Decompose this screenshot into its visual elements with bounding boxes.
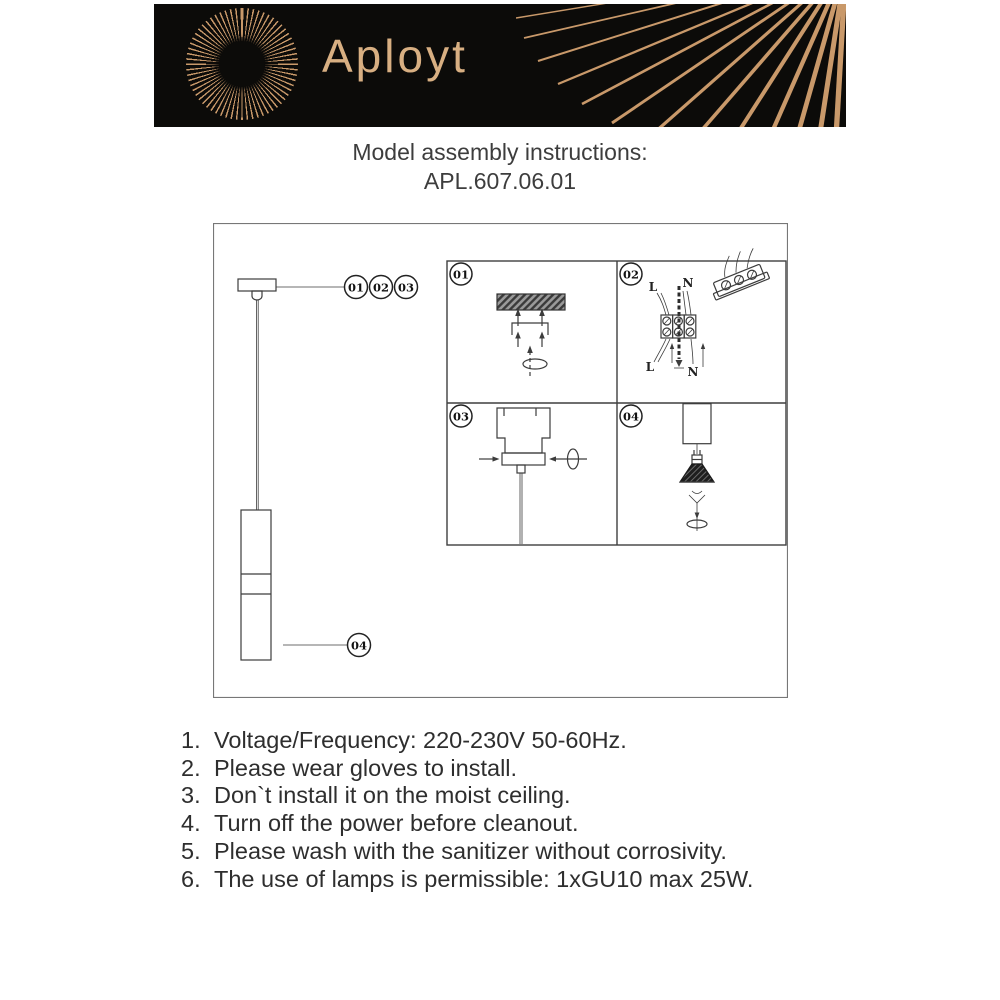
instruction-text: Please wash with the sanitizer without corrosivity.: [214, 837, 727, 864]
instruction-number: 2.: [181, 754, 201, 781]
lamp-canopy: [238, 279, 276, 291]
page-title: Model assembly instructions:: [352, 139, 648, 165]
instruction-number: 5.: [181, 837, 201, 864]
wire-label-l-bottom: L: [645, 360, 655, 374]
wire-label-l-top: L: [648, 280, 658, 294]
callout-02-label: 02: [372, 280, 390, 295]
instruction-number: 4.: [181, 810, 201, 837]
panel-04-lamp-installation: [620, 404, 714, 531]
shade-tube: [683, 404, 711, 444]
instruction-text: Don`t install it on the moist ceiling.: [214, 782, 571, 809]
instruction-item: [181, 782, 753, 810]
instruction-list: [181, 727, 753, 893]
callout-04-label: 04: [350, 638, 368, 653]
panel-03-canopy-mounting: [450, 405, 587, 544]
ceiling-section: [497, 294, 565, 310]
instruction-number: 3.: [181, 782, 201, 809]
wire-n-out: [691, 339, 693, 364]
callout-03-label: 03: [397, 280, 415, 295]
canopy-neck: [517, 465, 525, 473]
instruction-number: 1.: [181, 727, 201, 753]
gu10-bulb: [680, 450, 714, 482]
sunburst-center: [219, 41, 265, 87]
lamp-shade-cylinder: [241, 510, 271, 660]
assembly-diagram: [213, 223, 788, 698]
brand-name: Aployt: [322, 30, 468, 82]
lamp-cord-grip: [252, 291, 262, 300]
panel-01-number: 01: [452, 267, 470, 282]
screw-rotation-ellipse: [523, 359, 547, 369]
instruction-text: Voltage/Frequency: 220-230V 50-60Hz.: [214, 727, 627, 753]
panel-02-wiring: [620, 245, 770, 379]
wire-label-n-top: N: [682, 276, 694, 290]
instruction-item: [181, 838, 753, 866]
wire-l-in: [657, 293, 666, 315]
wire-n-in: [687, 291, 691, 315]
instruction-item: [181, 755, 753, 783]
instruction-text: The use of lamps is permissible: 1xGU10 max 25W.: [214, 865, 754, 892]
instruction-text: Turn off the power before cleanout.: [214, 810, 579, 837]
model-number: APL.607.06.01: [423, 168, 577, 194]
pendant-lamp-drawing: [238, 276, 418, 661]
canopy-plate: [502, 453, 545, 465]
panel-01-ceiling-fixing: [450, 263, 565, 376]
canopy-body: [497, 408, 550, 453]
panel-04-number: 04: [622, 409, 640, 424]
instruction-text: Please wear gloves to install.: [214, 754, 518, 781]
instruction-item: [181, 866, 753, 894]
instruction-number: 6.: [181, 865, 201, 892]
panel-02-number: 02: [622, 267, 640, 282]
title-block: [0, 138, 1000, 196]
connector-block-3d: [702, 245, 769, 300]
instruction-item: [181, 727, 753, 755]
wire-label-n-bottom: N: [687, 365, 699, 379]
callout-01-label: 01: [347, 280, 365, 295]
corner-rays-icon: [516, 4, 846, 127]
brand-banner: [154, 4, 846, 127]
spring-clip: [689, 495, 705, 503]
panel-03-number: 03: [452, 409, 470, 424]
diagram-svg: [213, 223, 788, 698]
instruction-item: [181, 810, 753, 838]
sunburst-logo-icon: [186, 8, 298, 120]
